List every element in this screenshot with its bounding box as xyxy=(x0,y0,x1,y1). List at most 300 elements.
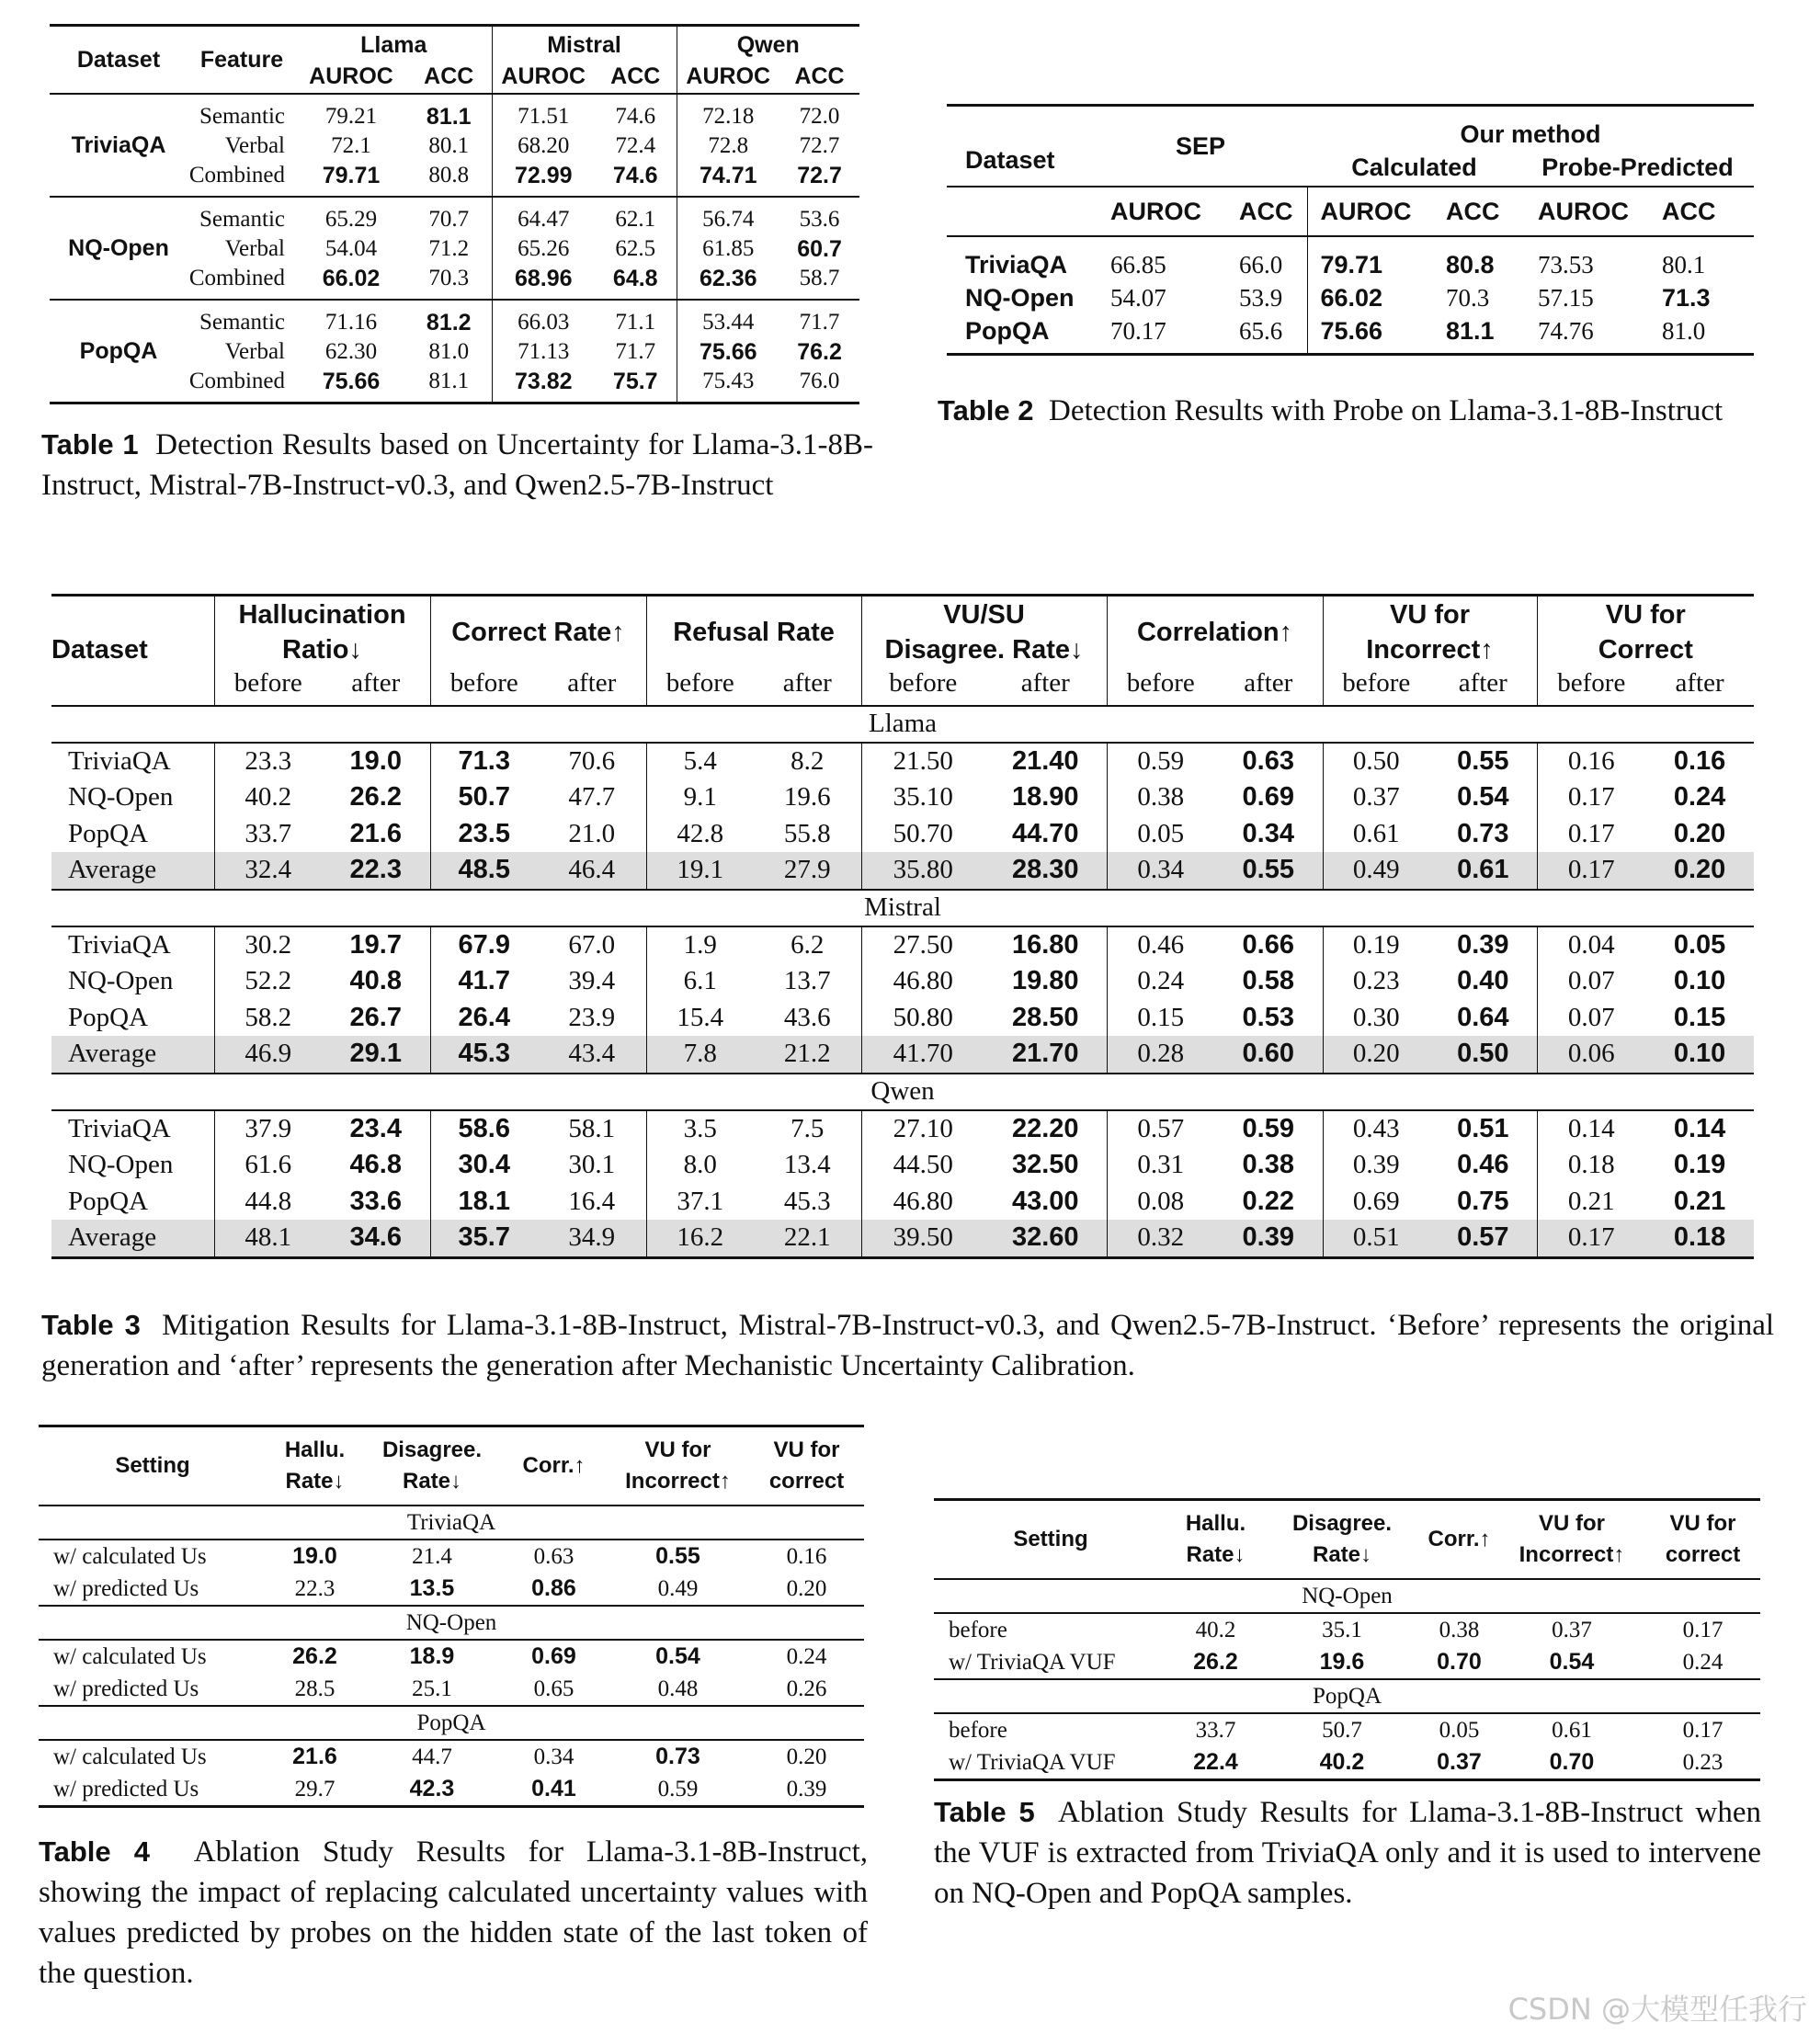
value-cell: 23.5 xyxy=(430,816,538,853)
value-cell: 0.63 xyxy=(1242,745,1294,776)
value-cell: 32.60 xyxy=(984,1220,1107,1257)
value-cell: 26.2 xyxy=(1193,1649,1238,1675)
model-label: Qwen xyxy=(870,1076,935,1106)
table-row xyxy=(51,1147,1754,1184)
value-cell: 0.34 xyxy=(1242,818,1294,848)
table-row xyxy=(51,963,1754,1000)
value-cell: 0.66 xyxy=(1242,929,1294,960)
value-cell: 0.63 xyxy=(533,1543,574,1569)
table-3-caption-text: Mitigation Results for Llama-3.1-8B-Instruct, Mistral-7B-Instruct-v0.3, and Qwen2.5-7B-Instruct. ‘Before’ represents the original generation and ‘after’ represents the generation after Mechanistic Uncertainty Calibration. xyxy=(41,1309,1775,1382)
header-0 xyxy=(39,1426,267,1506)
value-cell: 53.9 xyxy=(1239,283,1283,312)
header-line: Correct xyxy=(1598,635,1693,665)
table-row xyxy=(947,236,1754,281)
header-line: VU for xyxy=(1539,1511,1605,1536)
header-line: Rate↓ xyxy=(402,1469,462,1494)
value-cell: 0.20 xyxy=(786,1744,827,1769)
header-line: VU for xyxy=(1669,1511,1736,1536)
header-line: Ratio↓ xyxy=(282,635,362,665)
value-cell: 21.50 xyxy=(861,743,984,780)
header-after: after xyxy=(1214,668,1323,706)
header-metric: AUROC xyxy=(296,60,406,94)
value-cell: 0.23 xyxy=(1682,1749,1723,1775)
value-cell: 0.05 xyxy=(1673,929,1726,960)
header-line: Correlation↑ xyxy=(1136,618,1293,647)
table-row xyxy=(51,1000,1754,1037)
header-2 xyxy=(1264,1500,1420,1580)
value-cell: 0.20 xyxy=(1645,852,1754,890)
value-cell: 68.20 xyxy=(492,131,595,161)
value-cell: 0.49 xyxy=(657,1575,699,1601)
value-cell: 46.80 xyxy=(861,1184,984,1221)
header-metric xyxy=(861,596,1107,669)
value-cell: 13.5 xyxy=(409,1575,455,1601)
value-cell: 0.14 xyxy=(1537,1110,1645,1148)
value-cell: 71.3 xyxy=(1662,283,1711,312)
setting-label: w/ TriviaQA VUF xyxy=(949,1749,1116,1775)
header-row xyxy=(50,26,859,61)
table-5-caption xyxy=(934,1792,1761,1914)
group-label-row xyxy=(39,1506,864,1540)
header-4 xyxy=(607,1426,749,1506)
value-cell: 13.4 xyxy=(783,1150,831,1180)
value-cell: 43.00 xyxy=(1011,1186,1079,1216)
value-cell: 29.1 xyxy=(322,1036,430,1074)
setting-label: w/ calculated Us xyxy=(53,1643,207,1669)
value-cell: 0.17 xyxy=(1537,816,1645,853)
value-cell: 0.61 xyxy=(1429,852,1537,890)
average-row xyxy=(51,1220,1754,1257)
value-cell: 9.1 xyxy=(646,779,754,816)
value-cell: 42.8 xyxy=(646,816,754,853)
value-cell: 0.16 xyxy=(786,1543,827,1569)
table-row xyxy=(39,1640,864,1673)
value-cell: 66.85 xyxy=(1110,250,1166,278)
setting-label: w/ calculated Us xyxy=(53,1744,207,1769)
value-cell: 71.7 xyxy=(615,339,656,364)
value-cell: 0.37 xyxy=(1437,1749,1482,1775)
value-cell: 57.15 xyxy=(1538,283,1594,312)
value-cell: 62.5 xyxy=(615,236,656,261)
value-cell: 71.7 xyxy=(799,310,840,335)
table-2-caption-label: Table 2 xyxy=(938,394,1034,426)
value-cell: 27.50 xyxy=(861,926,984,964)
value-cell: 16.80 xyxy=(1011,929,1079,960)
value-cell: 0.14 xyxy=(1673,1113,1726,1143)
value-cell: 21.70 xyxy=(984,1036,1107,1074)
header-3 xyxy=(501,1426,607,1506)
value-cell: 67.9 xyxy=(430,926,538,964)
dataset-label: NQ-Open xyxy=(68,782,174,812)
header-line: Rate↓ xyxy=(1312,1542,1372,1567)
header-line: Correct Rate↑ xyxy=(451,618,625,647)
group-label: TriviaQA xyxy=(406,1509,496,1535)
feature-label: Verbal xyxy=(224,133,285,158)
header-row xyxy=(947,187,1754,236)
value-cell: 0.24 xyxy=(1673,782,1726,812)
group-label-row xyxy=(934,1579,1760,1613)
value-cell: 0.51 xyxy=(1457,1113,1509,1143)
value-cell: 0.75 xyxy=(1457,1186,1509,1216)
value-cell: 79.21 xyxy=(324,104,378,129)
value-cell: 33.7 xyxy=(1195,1717,1236,1743)
value-cell: 71.16 xyxy=(324,310,378,335)
header-metric: ACC xyxy=(1223,187,1307,236)
header-metric: AUROC xyxy=(1307,187,1429,236)
value-cell: 0.37 xyxy=(1323,779,1429,816)
header-line: Disagree. Rate↓ xyxy=(884,635,1084,665)
value-cell: 42.3 xyxy=(409,1776,455,1801)
value-cell: 3.5 xyxy=(646,1110,754,1148)
setting-label: w/ TriviaQA VUF xyxy=(949,1649,1116,1675)
header-metric xyxy=(1323,596,1537,669)
value-cell: 0.46 xyxy=(1107,926,1214,964)
table-row xyxy=(50,94,859,131)
value-cell: 37.1 xyxy=(646,1184,754,1221)
value-cell: 0.17 xyxy=(1682,1617,1723,1642)
value-cell: 70.3 xyxy=(1446,283,1490,312)
value-cell: 0.21 xyxy=(1673,1186,1726,1216)
table-5 xyxy=(934,1498,1760,1781)
value-cell: 26.2 xyxy=(349,782,402,812)
feature-label: Combined xyxy=(188,369,285,393)
setting-label: before xyxy=(949,1617,1007,1642)
value-cell: 73.53 xyxy=(1538,250,1594,278)
value-cell: 75.7 xyxy=(612,368,658,394)
value-cell: 72.8 xyxy=(677,131,779,161)
value-cell: 0.22 xyxy=(1242,1186,1294,1216)
value-cell: 23.3 xyxy=(214,743,322,780)
value-cell: 64.47 xyxy=(492,197,595,234)
setting-label: before xyxy=(949,1717,1007,1743)
value-cell: 70.7 xyxy=(428,207,470,232)
value-cell: 66.0 xyxy=(1239,250,1283,278)
header-line: VU for xyxy=(773,1437,840,1462)
value-cell: 30.1 xyxy=(568,1150,616,1180)
value-cell: 19.80 xyxy=(1011,966,1079,996)
header-metric: ACC xyxy=(595,60,677,94)
dataset-label: TriviaQA xyxy=(71,131,166,158)
value-cell: 22.1 xyxy=(754,1220,861,1257)
header-metric: AUROC xyxy=(677,60,779,94)
table-row xyxy=(51,743,1754,780)
table-row xyxy=(934,1646,1760,1679)
table-1 xyxy=(50,24,859,404)
value-cell: 66.03 xyxy=(492,300,595,337)
header-line: Corr.↑ xyxy=(522,1453,586,1478)
value-cell: 40.2 xyxy=(1319,1749,1365,1775)
value-cell: 0.08 xyxy=(1107,1184,1214,1221)
value-cell: 81.1 xyxy=(1446,316,1495,345)
value-cell: 0.18 xyxy=(1645,1220,1754,1257)
value-cell: 35.10 xyxy=(861,779,984,816)
value-cell: 0.69 xyxy=(1242,782,1294,812)
value-cell: 0.17 xyxy=(1537,779,1645,816)
value-cell: 72.18 xyxy=(677,94,779,131)
value-cell: 0.38 xyxy=(1439,1617,1480,1642)
value-cell: 46.80 xyxy=(861,963,984,1000)
model-label: Llama xyxy=(868,709,938,738)
header-line: Corr.↑ xyxy=(1428,1527,1491,1551)
dataset-label: NQ-Open xyxy=(965,283,1075,312)
value-cell: 0.31 xyxy=(1107,1147,1214,1184)
value-cell: 71.13 xyxy=(492,337,595,367)
value-cell: 0.05 xyxy=(1107,816,1214,853)
model-group-row xyxy=(51,890,1754,926)
value-cell: 0.60 xyxy=(1214,1036,1323,1074)
value-cell: 22.4 xyxy=(1193,1749,1238,1775)
table-row xyxy=(39,1773,864,1807)
value-cell: 80.8 xyxy=(1446,250,1495,278)
value-cell: 0.61 xyxy=(1552,1717,1592,1743)
header-line: Setting xyxy=(1013,1527,1088,1551)
header-1 xyxy=(267,1426,363,1506)
value-cell: 75.66 xyxy=(677,337,779,367)
value-cell: 0.05 xyxy=(1439,1717,1480,1743)
value-cell: 0.69 xyxy=(1323,1184,1429,1221)
value-cell: 0.50 xyxy=(1429,1036,1537,1074)
table-row xyxy=(39,1573,864,1606)
header-our-method: Our method xyxy=(1460,120,1601,148)
value-cell: 68.96 xyxy=(492,264,595,300)
value-cell: 75.43 xyxy=(677,367,779,403)
value-cell: 75.66 xyxy=(322,368,381,394)
table-row xyxy=(50,300,859,337)
value-cell: 0.59 xyxy=(1242,1113,1294,1143)
value-cell: 21.0 xyxy=(568,818,616,848)
header-line: Disagree. xyxy=(381,1437,483,1462)
value-cell: 50.7 xyxy=(430,779,538,816)
value-cell: 22.3 xyxy=(322,852,430,890)
feature-label: Combined xyxy=(188,163,285,187)
value-cell: 13.7 xyxy=(783,966,831,996)
value-cell: 35.80 xyxy=(861,852,984,890)
header-row xyxy=(39,1426,864,1506)
header-line: Incorrect↑ xyxy=(1366,635,1494,665)
header-dataset: Dataset xyxy=(947,106,1094,187)
table-1-caption-label: Table 1 xyxy=(41,428,139,460)
model-group-row xyxy=(51,706,1754,743)
value-cell: 19.1 xyxy=(646,852,754,890)
value-cell: 65.26 xyxy=(492,234,595,264)
header-line: VU for xyxy=(644,1437,711,1462)
value-cell: 74.71 xyxy=(677,161,779,197)
value-cell: 0.26 xyxy=(786,1676,827,1701)
value-cell: 21.4 xyxy=(412,1543,452,1569)
value-cell: 33.6 xyxy=(349,1186,402,1216)
value-cell: 79.71 xyxy=(322,162,381,188)
value-cell: 28.5 xyxy=(294,1676,336,1701)
value-cell: 0.43 xyxy=(1323,1110,1429,1148)
table-row xyxy=(50,197,859,234)
value-cell: 67.0 xyxy=(568,929,616,960)
value-cell: 21.6 xyxy=(292,1744,337,1769)
value-cell: 72.1 xyxy=(331,133,371,158)
group-label-row xyxy=(934,1679,1760,1713)
value-cell: 72.4 xyxy=(615,133,656,158)
value-cell: 70.3 xyxy=(428,266,470,290)
dataset-label: NQ-Open xyxy=(68,966,174,996)
value-cell: 0.15 xyxy=(1673,1002,1726,1032)
table-1-caption-text: Detection Results based on Uncertainty for Llama-3.1-8B-Instruct, Mistral-7B-Instruct-v0.3, and Qwen2.5-7B-Instruct xyxy=(41,428,873,502)
value-cell: 76.2 xyxy=(797,338,842,365)
dataset-label: PopQA xyxy=(79,337,158,364)
header-line: VU for xyxy=(1605,600,1686,630)
value-cell: 0.59 xyxy=(657,1776,699,1801)
value-cell: 50.70 xyxy=(861,816,984,853)
header-after: after xyxy=(322,668,430,706)
average-row xyxy=(51,852,1754,890)
value-cell: 0.73 xyxy=(655,1744,700,1769)
header-line: VU for xyxy=(1390,600,1471,630)
header-metric xyxy=(1107,596,1323,669)
model-group-row xyxy=(51,1074,1754,1110)
value-cell: 0.54 xyxy=(1457,782,1509,812)
value-cell: 44.8 xyxy=(214,1184,322,1221)
value-cell: 34.9 xyxy=(538,1220,646,1257)
header-after: after xyxy=(1429,668,1537,706)
table-2-grid xyxy=(947,104,1754,356)
value-cell: 48.1 xyxy=(214,1220,322,1257)
table-row xyxy=(934,1613,1760,1646)
value-cell: 0.24 xyxy=(1107,963,1214,1000)
value-cell: 25.1 xyxy=(412,1676,452,1701)
value-cell: 70.6 xyxy=(568,745,616,776)
table-row xyxy=(947,281,1754,314)
header-5 xyxy=(749,1426,864,1506)
value-cell: 35.7 xyxy=(430,1220,538,1257)
value-cell: 0.73 xyxy=(1457,818,1509,848)
value-cell: 0.39 xyxy=(1457,929,1509,960)
value-cell: 0.20 xyxy=(1673,818,1726,848)
header-metric xyxy=(1537,596,1754,669)
header-line: Hallucination xyxy=(238,600,406,630)
feature-label: Verbal xyxy=(224,339,285,364)
header-metric: ACC xyxy=(779,60,859,94)
value-cell: 81.0 xyxy=(428,339,470,364)
table-3-caption-label: Table 3 xyxy=(41,1309,141,1341)
value-cell: 0.54 xyxy=(655,1643,700,1669)
value-cell: 0.70 xyxy=(1549,1749,1595,1775)
header-probe-predicted: Probe-Predicted xyxy=(1521,149,1754,187)
feature-label: Semantic xyxy=(199,104,285,129)
value-cell: 43.4 xyxy=(538,1036,646,1074)
table-1-grid xyxy=(50,24,859,404)
value-cell: 28.50 xyxy=(1011,1002,1079,1032)
table-1-caption xyxy=(41,425,873,506)
header-sep: SEP xyxy=(1094,106,1307,187)
header-line: Setting xyxy=(115,1453,190,1478)
dataset-label: Average xyxy=(51,852,214,890)
table-row xyxy=(51,816,1754,853)
header-row xyxy=(947,106,1754,150)
value-cell: 0.07 xyxy=(1537,1000,1645,1037)
table-4-caption-label: Table 4 xyxy=(39,1835,151,1868)
table-3-caption xyxy=(41,1305,1774,1386)
value-cell: 0.30 xyxy=(1323,1000,1429,1037)
value-cell: 72.7 xyxy=(799,133,840,158)
header-line: correct xyxy=(1665,1542,1741,1567)
value-cell: 0.48 xyxy=(657,1676,699,1701)
value-cell: 0.57 xyxy=(1107,1110,1214,1148)
value-cell: 6.1 xyxy=(646,963,754,1000)
value-cell: 19.6 xyxy=(1319,1649,1365,1675)
feature-label: Combined xyxy=(188,266,285,290)
value-cell: 46.4 xyxy=(538,852,646,890)
value-cell: 46.8 xyxy=(349,1150,402,1180)
value-cell: 0.20 xyxy=(1323,1036,1429,1074)
table-3-grid xyxy=(51,594,1754,1259)
model-label: Mistral xyxy=(864,892,941,922)
value-cell: 61.85 xyxy=(677,234,779,264)
value-cell: 0.21 xyxy=(1537,1184,1645,1221)
value-cell: 39.50 xyxy=(861,1220,984,1257)
dataset-label: NQ-Open xyxy=(68,234,169,261)
value-cell: 0.16 xyxy=(1537,743,1645,780)
header-0 xyxy=(934,1500,1167,1580)
value-cell: 45.3 xyxy=(783,1186,831,1216)
value-cell: 72.7 xyxy=(797,162,842,188)
header-line: Disagree. xyxy=(1291,1511,1393,1536)
table-5-caption-label: Table 5 xyxy=(934,1796,1035,1828)
group-label: NQ-Open xyxy=(1302,1583,1393,1608)
value-cell: 0.06 xyxy=(1537,1036,1645,1074)
value-cell: 62.30 xyxy=(324,339,378,364)
header-metric: AUROC xyxy=(492,60,595,94)
header-after: after xyxy=(1645,668,1754,706)
value-cell: 81.2 xyxy=(426,309,472,335)
header-metric: AUROC xyxy=(1521,187,1645,236)
table-row xyxy=(39,1740,864,1773)
value-cell: 60.7 xyxy=(797,235,842,262)
value-cell: 8.2 xyxy=(791,745,825,776)
header-after: after xyxy=(754,668,861,706)
dataset-label: Average xyxy=(51,1220,214,1257)
value-cell: 16.4 xyxy=(568,1186,616,1216)
header-5 xyxy=(1645,1500,1760,1580)
value-cell: 71.3 xyxy=(430,743,538,780)
dataset-label: TriviaQA xyxy=(68,929,171,960)
value-cell: 62.36 xyxy=(677,264,779,300)
value-cell: 26.7 xyxy=(349,1002,402,1032)
header-2 xyxy=(363,1426,501,1506)
value-cell: 0.69 xyxy=(531,1643,576,1669)
header-1 xyxy=(1167,1500,1264,1580)
value-cell: 46.9 xyxy=(214,1036,322,1074)
header-metric: ACC xyxy=(406,60,492,94)
value-cell: 0.53 xyxy=(1242,1002,1294,1032)
value-cell: 30.2 xyxy=(214,926,322,964)
header-row xyxy=(934,1500,1760,1580)
value-cell: 7.8 xyxy=(646,1036,754,1074)
value-cell: 79.71 xyxy=(1307,236,1429,281)
table-row xyxy=(934,1713,1760,1746)
header-row xyxy=(51,668,1754,706)
table-2-caption xyxy=(938,391,1769,431)
value-cell: 35.1 xyxy=(1322,1617,1362,1642)
value-cell: 80.8 xyxy=(428,163,470,187)
value-cell: 44.50 xyxy=(861,1147,984,1184)
table-5-caption-text: Ablation Study Results for Llama-3.1-8B-Instruct when the VUF is extracted from TriviaQA only and it is used to intervene on NQ-Open and PopQA samples. xyxy=(934,1796,1761,1910)
value-cell: 71.1 xyxy=(615,310,656,335)
header-metric: ACC xyxy=(1429,187,1521,236)
value-cell: 0.37 xyxy=(1552,1617,1592,1642)
value-cell: 0.10 xyxy=(1673,966,1726,996)
value-cell: 30.4 xyxy=(430,1147,538,1184)
value-cell: 0.59 xyxy=(1107,743,1214,780)
value-cell: 44.70 xyxy=(1011,818,1079,848)
value-cell: 48.5 xyxy=(430,852,538,890)
